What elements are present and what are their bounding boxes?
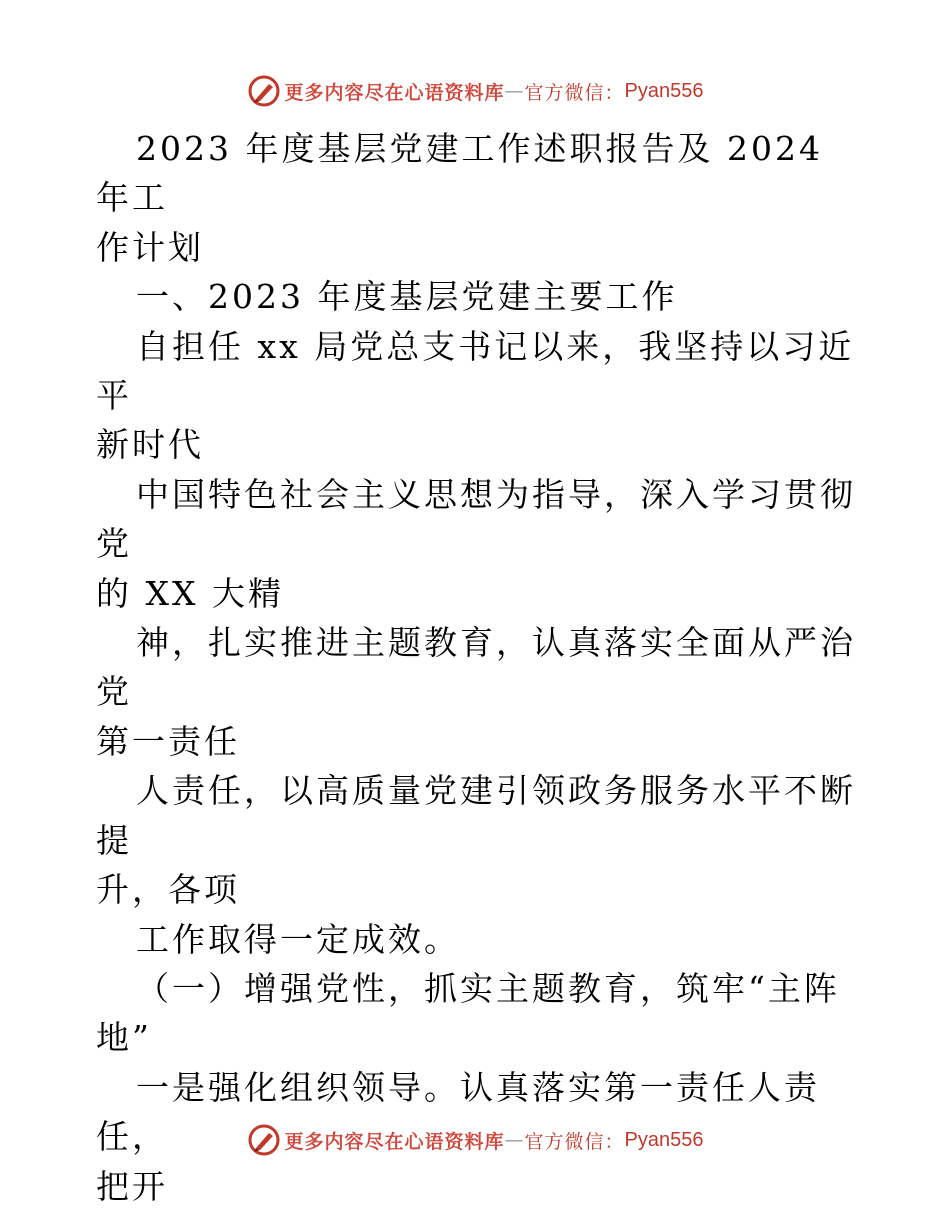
watermark-banner-bottom <box>0 1120 950 1160</box>
subsection-heading: （一）增强党性，抓实主题教育，筑牢“主阵 <box>136 968 840 1008</box>
watermark-separator: — <box>504 80 525 102</box>
body-line: 第一责任 <box>96 721 240 761</box>
document-body <box>96 124 856 1211</box>
body-line: 地” <box>96 1018 152 1058</box>
body-line: 工作取得一定成效。 <box>136 919 460 959</box>
body-line: 一是强化组织领导。认真落实第一责任人责任， <box>96 1067 820 1157</box>
watermark-handle: Pyan556 <box>624 1128 704 1151</box>
body-line: 新时代 <box>96 425 204 465</box>
body-line: 人责任，以高质量党建引领政务服务水平不断提 <box>96 771 856 860</box>
body-line: 神，扎实推进主题教育，认真落实全面从严治党 <box>96 623 856 712</box>
section-heading: 一、2023 年度基层党建主要工作 <box>136 277 678 317</box>
body-line: 中国特色社会主义思想为指导，深入学习贯彻党 <box>96 474 856 564</box>
watermark-handle: Pyan556 <box>624 79 704 102</box>
body-line: 的 XX 大精 <box>96 573 284 613</box>
pen-logo-icon <box>247 1123 281 1157</box>
watermark-separator: — <box>504 1129 525 1151</box>
watermark-brand: 更多内容尽在心语资料库 <box>284 81 505 104</box>
watermark-brand: 更多内容尽在心语资料库 <box>284 1130 505 1153</box>
body-line: 升，各项 <box>96 870 240 910</box>
watermark-banner-top <box>0 71 950 111</box>
pen-logo-icon <box>247 74 281 108</box>
body-line: 自担任 xx 局党总支书记以来，我坚持以习近平 <box>96 326 855 416</box>
body-line: 把开 <box>96 1166 168 1206</box>
watermark-official-label: 官方微信： <box>524 1130 625 1153</box>
body-line: 作计划 <box>96 227 204 267</box>
watermark-official-label: 官方微信： <box>524 81 625 104</box>
body-line: 2023 年度基层党建工作述职报告及 2024 年工 <box>96 129 837 218</box>
